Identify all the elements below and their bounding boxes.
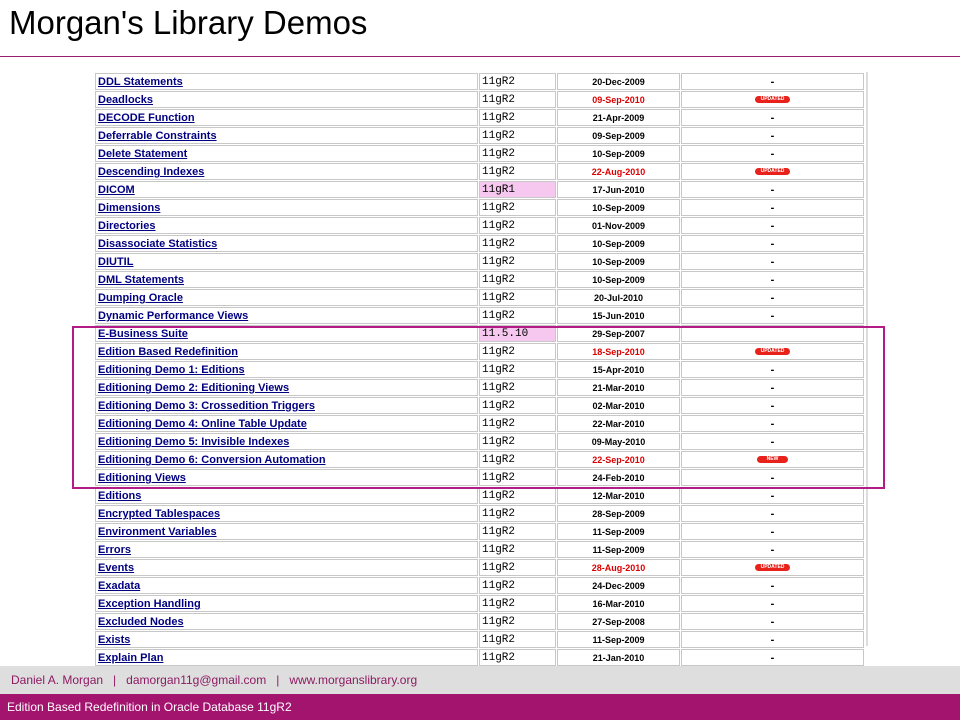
- status-cell: [681, 109, 864, 126]
- date-cell: 18-Sep-2010: [557, 343, 680, 360]
- demo-name-cell: [95, 559, 478, 576]
- demo-link[interactable]: Delete Statement: [98, 148, 188, 160]
- version-cell: 11gR2: [479, 595, 556, 612]
- demo-name-cell: [95, 541, 478, 558]
- demo-name-cell: [95, 307, 478, 324]
- demo-name-cell: [95, 613, 478, 630]
- status-cell: [681, 253, 864, 270]
- demo-name-cell: [95, 217, 478, 234]
- date-cell: 16-Mar-2010: [557, 595, 680, 612]
- demo-link[interactable]: Deadlocks: [98, 94, 154, 106]
- status-text: -: [770, 543, 775, 556]
- footer-credit: Daniel A. Morgan | damorgan11g@gmail.com | www.morganslibrary.org: [11, 673, 418, 687]
- version-cell: 11gR2: [479, 307, 556, 324]
- status-cell: [681, 127, 864, 144]
- demo-name-cell: [95, 487, 478, 504]
- version-cell: 11gR2: [479, 127, 556, 144]
- table-row: [95, 181, 864, 198]
- status-text: -: [770, 381, 775, 394]
- date-cell: 11-Sep-2009: [557, 541, 680, 558]
- status-cell: [681, 487, 864, 504]
- demo-link[interactable]: Environment Variables: [98, 526, 217, 538]
- version-cell: 11gR2: [479, 145, 556, 162]
- demo-link[interactable]: DECODE Function: [98, 112, 195, 124]
- demo-link[interactable]: Explain Plan: [98, 652, 164, 664]
- version-cell: 11gR1: [479, 181, 556, 198]
- status-cell: [681, 271, 864, 288]
- demo-link[interactable]: Encrypted Tablespaces: [98, 508, 221, 520]
- status-text: -: [770, 291, 775, 304]
- demo-link[interactable]: Editioning Demo 1: Editions: [98, 364, 245, 376]
- demo-link[interactable]: Editioning Demo 5: Invisible Indexes: [98, 436, 290, 448]
- version-cell: 11gR2: [479, 397, 556, 414]
- version-cell: 11gR2: [479, 523, 556, 540]
- date-cell: 21-Apr-2009: [557, 109, 680, 126]
- status-text: -: [770, 435, 775, 448]
- table-row: [95, 307, 864, 324]
- date-cell: 12-Mar-2010: [557, 487, 680, 504]
- version-cell: 11gR2: [479, 289, 556, 306]
- version-cell: 11.5.10: [479, 325, 556, 342]
- demo-name-cell: [95, 505, 478, 522]
- date-cell: 09-Sep-2010: [557, 91, 680, 108]
- status-cell: [681, 199, 864, 216]
- demo-link[interactable]: Editioning Views: [98, 472, 186, 484]
- updated-badge: UPDATED: [755, 96, 791, 103]
- date-cell: 01-Nov-2009: [557, 217, 680, 234]
- status-text: -: [770, 183, 775, 196]
- status-text: -: [770, 111, 775, 124]
- date-cell: 20-Jul-2010: [557, 289, 680, 306]
- date-cell: 09-Sep-2009: [557, 127, 680, 144]
- date-cell: 10-Sep-2009: [557, 199, 680, 216]
- version-cell: 11gR2: [479, 361, 556, 378]
- version-cell: 11gR2: [479, 469, 556, 486]
- status-cell: [681, 613, 864, 630]
- date-cell: 24-Feb-2010: [557, 469, 680, 486]
- demo-name-cell: [95, 181, 478, 198]
- status-text: -: [770, 633, 775, 646]
- demo-name-cell: [95, 145, 478, 162]
- demo-name-cell: [95, 649, 478, 666]
- version-cell: 11gR2: [479, 235, 556, 252]
- date-cell: 10-Sep-2009: [557, 235, 680, 252]
- date-cell: 02-Mar-2010: [557, 397, 680, 414]
- status-cell: [681, 91, 864, 108]
- date-cell: 20-Dec-2009: [557, 73, 680, 90]
- table-row: [95, 559, 864, 576]
- status-text: -: [770, 399, 775, 412]
- table-row: [95, 649, 864, 666]
- table-row: [95, 505, 864, 522]
- slide-title: Morgan's Library Demos: [9, 4, 368, 41]
- version-cell: 11gR2: [479, 433, 556, 450]
- table-row: [95, 253, 864, 270]
- date-cell: 10-Sep-2009: [557, 145, 680, 162]
- footer-subject: Edition Based Redefinition in Oracle Database 11gR2: [7, 700, 292, 714]
- date-cell: 29-Sep-2007: [557, 325, 680, 342]
- date-cell: 28-Aug-2010: [557, 559, 680, 576]
- table-row: [95, 163, 864, 180]
- status-cell: [681, 595, 864, 612]
- table-row: [95, 217, 864, 234]
- demo-name-cell: [95, 199, 478, 216]
- table-row: [95, 91, 864, 108]
- new-badge: NEW: [757, 456, 789, 463]
- version-cell: 11gR2: [479, 649, 556, 666]
- status-text: -: [770, 651, 775, 664]
- version-cell: 11gR2: [479, 577, 556, 594]
- version-cell: 11gR2: [479, 451, 556, 468]
- status-text: -: [770, 363, 775, 376]
- status-cell: [681, 541, 864, 558]
- date-cell: 21-Mar-2010: [557, 379, 680, 396]
- demo-link[interactable]: Editions: [98, 490, 142, 502]
- updated-badge: UPDATED: [755, 348, 791, 355]
- demo-name-cell: [95, 523, 478, 540]
- date-cell: 27-Sep-2008: [557, 613, 680, 630]
- demo-link[interactable]: Directories: [98, 220, 156, 232]
- demo-link[interactable]: Deferrable Constraints: [98, 130, 217, 142]
- version-cell: 11gR2: [479, 163, 556, 180]
- version-cell: 11gR2: [479, 505, 556, 522]
- status-cell: [681, 145, 864, 162]
- title-divider: [0, 56, 960, 57]
- version-cell: 11gR2: [479, 631, 556, 648]
- demo-name-cell: [95, 163, 478, 180]
- status-text: -: [770, 525, 775, 538]
- updated-badge: UPDATED: [755, 564, 791, 571]
- status-text: -: [770, 507, 775, 520]
- demo-link[interactable]: Editioning Demo 2: Editioning Views: [98, 382, 290, 394]
- date-cell: 28-Sep-2009: [557, 505, 680, 522]
- demo-link[interactable]: E-Business Suite: [98, 328, 188, 340]
- version-cell: 11gR2: [479, 343, 556, 360]
- status-text: -: [770, 597, 775, 610]
- table-row: [95, 577, 864, 594]
- demo-name-cell: [95, 289, 478, 306]
- demo-name-cell: [95, 109, 478, 126]
- status-cell: [681, 577, 864, 594]
- version-cell: 11gR2: [479, 379, 556, 396]
- date-cell: 10-Sep-2009: [557, 253, 680, 270]
- table-row: [95, 109, 864, 126]
- date-cell: 15-Apr-2010: [557, 361, 680, 378]
- date-cell: 22-Mar-2010: [557, 415, 680, 432]
- demo-link[interactable]: Disassociate Statistics: [98, 238, 218, 250]
- status-cell: [681, 73, 864, 90]
- status-cell: [681, 559, 864, 576]
- version-cell: 11gR2: [479, 253, 556, 270]
- table-row: [95, 235, 864, 252]
- demo-name-cell: [95, 127, 478, 144]
- demo-link[interactable]: Editioning Demo 6: Conversion Automation: [98, 454, 326, 466]
- status-text: -: [770, 417, 775, 430]
- table-row: [95, 127, 864, 144]
- demo-link[interactable]: Dimensions: [98, 202, 161, 214]
- demo-link[interactable]: Editioning Demo 4: Online Table Update: [98, 418, 307, 430]
- status-text: -: [770, 309, 775, 322]
- status-cell: [681, 235, 864, 252]
- demo-link[interactable]: DML Statements: [98, 274, 184, 286]
- demo-name-cell: [95, 73, 478, 90]
- version-cell: 11gR2: [479, 415, 556, 432]
- demo-link[interactable]: Exception Handling: [98, 598, 201, 610]
- demo-link[interactable]: Errors: [98, 544, 132, 556]
- date-cell: 09-May-2010: [557, 433, 680, 450]
- demo-name-cell: [95, 91, 478, 108]
- status-cell: [681, 181, 864, 198]
- demo-link[interactable]: Exadata: [98, 580, 141, 592]
- status-cell: [681, 289, 864, 306]
- demo-name-cell: [95, 235, 478, 252]
- date-cell: 11-Sep-2009: [557, 631, 680, 648]
- table-row: [95, 523, 864, 540]
- status-text: -: [770, 75, 775, 88]
- status-cell: [681, 505, 864, 522]
- status-text: -: [770, 255, 775, 268]
- demo-link[interactable]: Edition Based Redefinition: [98, 346, 238, 358]
- version-cell: 11gR2: [479, 199, 556, 216]
- status-text: -: [770, 579, 775, 592]
- date-cell: 11-Sep-2009: [557, 523, 680, 540]
- demo-name-cell: [95, 577, 478, 594]
- status-text: -: [770, 471, 775, 484]
- demo-link[interactable]: DICOM: [98, 184, 135, 196]
- demo-link[interactable]: Events: [98, 562, 135, 574]
- version-cell: 11gR2: [479, 613, 556, 630]
- version-cell: 11gR2: [479, 487, 556, 504]
- status-text: -: [770, 201, 775, 214]
- edition-highlight-box: [72, 326, 885, 489]
- status-cell: [681, 631, 864, 648]
- demo-name-cell: [95, 253, 478, 270]
- table-row: [95, 271, 864, 288]
- demo-name-cell: [95, 595, 478, 612]
- table-row: [95, 487, 864, 504]
- version-cell: 11gR2: [479, 271, 556, 288]
- version-cell: 11gR2: [479, 91, 556, 108]
- demo-link[interactable]: DIUTIL: [98, 256, 134, 268]
- status-cell: [681, 649, 864, 666]
- table-row: [95, 541, 864, 558]
- status-text: -: [770, 219, 775, 232]
- date-cell: 21-Jan-2010: [557, 649, 680, 666]
- date-cell: 10-Sep-2009: [557, 271, 680, 288]
- status-text: -: [770, 237, 775, 250]
- table-row: [95, 595, 864, 612]
- demo-link[interactable]: Exists: [98, 634, 131, 646]
- demo-link[interactable]: Dumping Oracle: [98, 292, 183, 304]
- status-text: -: [770, 615, 775, 628]
- status-cell: [681, 163, 864, 180]
- status-text: -: [770, 129, 775, 142]
- status-text: -: [770, 147, 775, 160]
- updated-badge: UPDATED: [755, 168, 791, 175]
- status-cell: [681, 307, 864, 324]
- date-cell: 15-Jun-2010: [557, 307, 680, 324]
- version-cell: 11gR2: [479, 217, 556, 234]
- table-row: [95, 199, 864, 216]
- demo-link[interactable]: DDL Statements: [98, 76, 183, 88]
- demo-link[interactable]: Dynamic Performance Views: [98, 310, 249, 322]
- demo-link[interactable]: Excluded Nodes: [98, 616, 184, 628]
- date-cell: 22-Aug-2010: [557, 163, 680, 180]
- version-cell: 11gR2: [479, 109, 556, 126]
- table-row: [95, 145, 864, 162]
- status-cell: [681, 523, 864, 540]
- demo-link[interactable]: Descending Indexes: [98, 166, 205, 178]
- date-cell: 17-Jun-2010: [557, 181, 680, 198]
- version-cell: 11gR2: [479, 541, 556, 558]
- date-cell: 24-Dec-2009: [557, 577, 680, 594]
- table-row: [95, 631, 864, 648]
- status-text: -: [770, 273, 775, 286]
- demo-name-cell: [95, 631, 478, 648]
- table-row: [95, 613, 864, 630]
- status-text: -: [770, 489, 775, 502]
- version-cell: 11gR2: [479, 559, 556, 576]
- date-cell: 22-Sep-2010: [557, 451, 680, 468]
- table-row: [95, 289, 864, 306]
- table-row: [95, 73, 864, 90]
- version-cell: 11gR2: [479, 73, 556, 90]
- demo-name-cell: [95, 271, 478, 288]
- demo-link[interactable]: Editioning Demo 3: Crossedition Triggers: [98, 400, 315, 412]
- status-cell: [681, 217, 864, 234]
